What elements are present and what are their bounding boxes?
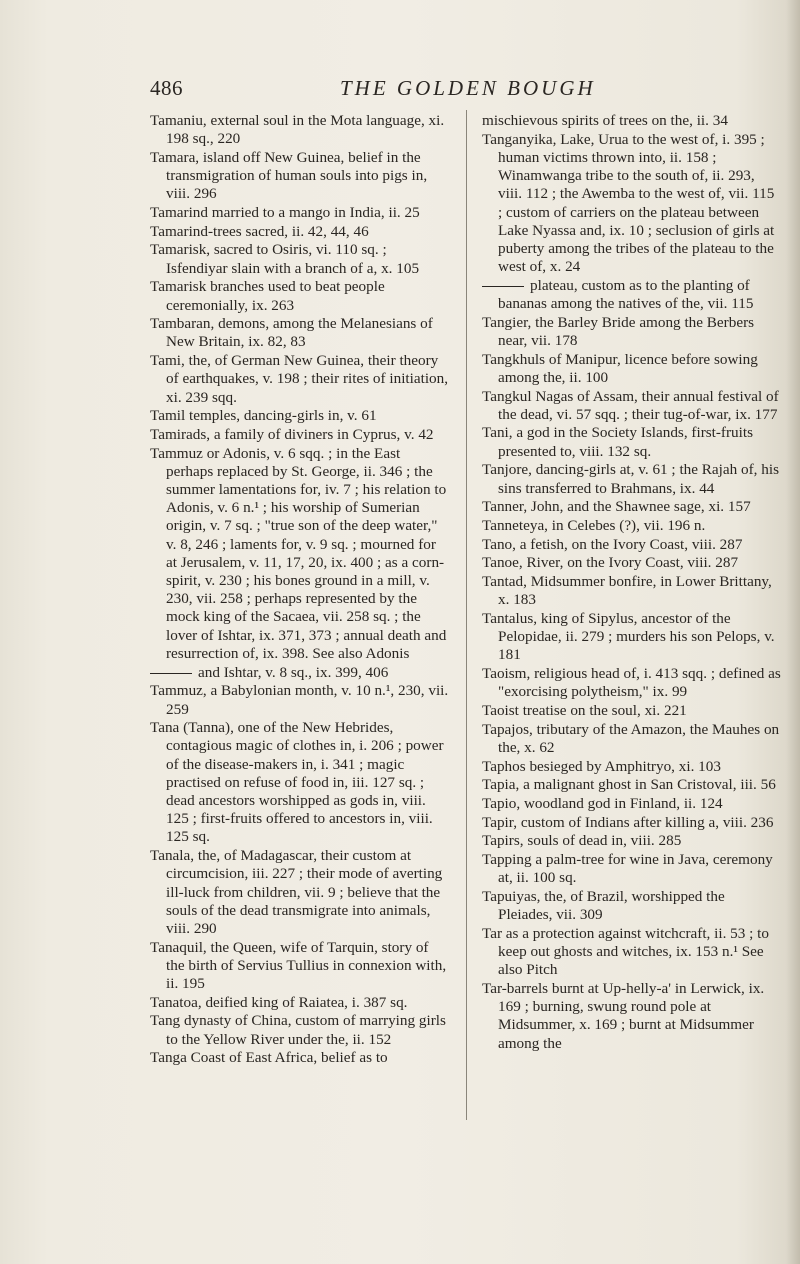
index-entry-text: Tapia, a malignant ghost in San Cristoval, iii. 56	[482, 776, 776, 794]
index-entry	[150, 1049, 450, 1067]
index-entry	[150, 407, 450, 425]
index-column-right	[482, 112, 782, 1053]
index-entry	[482, 665, 782, 701]
index-entry	[482, 112, 782, 130]
index-entry	[150, 278, 450, 314]
index-entry-text: Tangkul Nagas of Assam, their annual festival of the dead, vi. 57 sqq. ; their tug-of-war, ix. 177	[482, 387, 779, 423]
index-entry-text: Tamarind-trees sacred, ii. 42, 44, 46	[150, 222, 369, 240]
column-divider	[466, 110, 467, 1120]
index-entry-text: Tanala, the, of Madagascar, their custom at circumcision, iii. 227 ; their mode of averting ill-luck from children, vii. 9 ; believe that the souls of the dead transmigrate into animals, viii. 290	[150, 847, 443, 937]
index-entry	[150, 149, 450, 204]
index-entry-text: Tanner, John, and the Shawnee sage, xi. 157	[482, 498, 751, 516]
index-entry	[150, 682, 450, 718]
index-entry-text: Tapping a palm-tree for wine in Java, ceremony at, ii. 100 sq.	[482, 851, 773, 887]
index-entry-text: Tamaniu, external soul in the Mota language, xi. 198 sq., 220	[150, 112, 445, 148]
index-entry	[150, 426, 450, 444]
index-entry	[150, 223, 450, 241]
index-entry-text: Tani, a god in the Society Islands, first-fruits presented to, viii. 132 sq.	[482, 424, 753, 460]
index-entry	[482, 702, 782, 720]
index-entry-text: plateau, custom as to the planting of bananas among the natives of the, vii. 115	[498, 276, 754, 313]
index-entry	[482, 851, 782, 887]
index-entry	[150, 847, 450, 938]
index-entry-text: Tamil temples, dancing-girls in, v. 61	[150, 407, 377, 425]
index-entry	[482, 980, 782, 1053]
index-entry-text: Tammuz or Adonis, v. 6 sqq. ; in the East perhaps replaced by St. George, ii. 346 ; the summer lamentations for, iv. 7 ; his relation to Adonis, v. 6 n.¹ ; his worship of Sumerian origin, v. 7 sq. ; "true son of the deep water," v. 8, 246 ; laments for, v. 9 sq. ; mourned for at Jerusalem, v. 11, 17, 20, ix. 400 ; as a corn-spirit, v. 230 ; his bones ground in a mill, v. 230, vii. 258 ; perhaps represented by the mock king of the Sacaea, vii. 258 sq. ; the lover of Ishtar, ix. 371, 373 ; annual death and resurrection of, ix. 398. See also Adonis	[150, 444, 447, 662]
index-entry-text: mischievous spirits of trees on the, ii. 34	[482, 112, 728, 129]
index-entry-text: Tanatoa, deified king of Raiatea, i. 387 sq.	[150, 993, 408, 1011]
index-entry	[482, 832, 782, 850]
index-entry	[150, 939, 450, 994]
index-entry-text: Tamarisk, sacred to Osiris, vi. 110 sq. ; Isfendiyar slain with a branch of a, x. 105	[150, 241, 420, 277]
index-entry-text: Taphos besieged by Amphitryo, xi. 103	[482, 757, 721, 775]
page-number: 486	[150, 76, 183, 100]
index-entry-text: Tantad, Midsummer bonfire, in Lower Brittany, x. 183	[482, 573, 772, 609]
index-entry	[482, 498, 782, 516]
index-entry-text: Tamarisk branches used to beat people ceremonially, ix. 263	[150, 278, 385, 314]
index-entry-text: Tapirs, souls of dead in, viii. 285	[482, 832, 682, 850]
index-entry	[482, 573, 782, 609]
page-edge-shadow	[786, 0, 800, 1264]
index-entry	[482, 277, 782, 313]
page-header	[150, 76, 690, 104]
index-entry-text: Tamara, island off New Guinea, belief in the transmigration of human souls into pigs in, viii. 296	[150, 148, 428, 203]
index-entry-text: Tamirads, a family of diviners in Cyprus, v. 42	[150, 425, 434, 443]
index-entry-text: Tantalus, king of Sipylus, ancestor of the Pelopidae, ii. 279 ; murders his son Pelops, v. 181	[482, 609, 775, 664]
index-entry	[150, 315, 450, 351]
index-entry	[482, 925, 782, 980]
index-entry	[150, 352, 450, 407]
index-entry-text: Tambaran, demons, among the Melanesians of New Britain, ix. 82, 83	[150, 315, 433, 351]
index-entry-text: Tanneteya, in Celebes (?), vii. 196 n.	[482, 516, 706, 534]
index-entry-text: Tana (Tanna), one of the New Hebrides, contagious magic of clothes in, i. 206 ; power of the disease-makers in, i. 341 ; magic practised on refuse of food in, iii. 127 sq. ; dead ancestors worshipped as gods in, viii. 125 ; first-fruits offered to ancestors in, viii. 125 sq.	[150, 719, 444, 846]
index-entry-text: Taoist treatise on the soul, xi. 221	[482, 702, 687, 719]
index-entry-text: Tapajos, tributary of the Amazon, the Mauhes on the, x. 62	[482, 720, 780, 756]
index-entry	[150, 445, 450, 663]
index-entry	[482, 461, 782, 497]
index-entry-text: Tang dynasty of China, custom of marrying girls to the Yellow River under the, ii. 152	[150, 1012, 446, 1048]
index-entry-text: Tamarind married to a mango in India, ii. 25	[150, 204, 420, 222]
index-entry-text: Tanga Coast of East Africa, belief as to	[150, 1049, 388, 1067]
index-entry	[482, 314, 782, 350]
index-entry	[482, 351, 782, 387]
index-entry	[482, 721, 782, 757]
index-entry-text: Tapir, custom of Indians after killing a, viii. 236	[482, 813, 774, 831]
index-entry	[482, 610, 782, 665]
index-entry	[482, 536, 782, 554]
index-entry-text: Tanjore, dancing-girls at, v. 61 ; the Rajah of, his sins transferred to Brahmans, ix. 44	[482, 461, 779, 497]
index-entry-text: Taoism, religious head of, i. 413 sqq. ; defined as "exorcising polytheism," ix. 99	[482, 665, 781, 701]
index-entry	[150, 664, 450, 682]
index-entry	[482, 888, 782, 924]
index-entry	[482, 776, 782, 794]
index-entry	[150, 994, 450, 1012]
index-entry-text: Tammuz, a Babylonian month, v. 10 n.¹, 230, vii. 259	[150, 682, 449, 718]
index-entry-text: Tangkhuls of Manipur, licence before sowing among the, ii. 100	[482, 350, 758, 386]
index-entry-text: Tano, a fetish, on the Ivory Coast, viii. 287	[482, 535, 743, 553]
index-entry-text: Tangier, the Barley Bride among the Berbers near, vii. 178	[482, 313, 755, 349]
index-entry	[482, 795, 782, 813]
index-entry	[150, 719, 450, 846]
index-entry	[150, 241, 450, 277]
ditto-dash	[482, 286, 524, 287]
index-entry-text: Tami, the, of German New Guinea, their theory of earthquakes, v. 198 ; their rites of initiation, xi. 239 sqq.	[150, 352, 449, 406]
index-entry	[150, 112, 450, 148]
index-entry	[150, 1012, 450, 1048]
index-entry	[482, 424, 782, 460]
index-entry	[482, 814, 782, 832]
index-entry	[482, 131, 782, 277]
index-entry-text: Tapio, woodland god in Finland, ii. 124	[482, 795, 723, 813]
index-entry	[482, 758, 782, 776]
index-entry-text: Tanaquil, the Queen, wife of Tarquin, story of the birth of Servius Tullius in connexion with, ii. 195	[150, 938, 447, 993]
index-entry-text: Tar-barrels burnt at Up-helly-a' in Lerwick, ix. 169 ; burning, swung round pole at Midsummer, x. 169 ; burnt at Midsummer among the	[482, 980, 765, 1052]
index-entry	[150, 204, 450, 222]
running-title: THE GOLDEN BOUGH	[340, 76, 596, 100]
ditto-dash	[150, 673, 192, 674]
index-entry	[482, 554, 782, 572]
index-entry-text: Tanoe, River, on the Ivory Coast, viii. 287	[482, 554, 739, 572]
index-entry	[482, 517, 782, 535]
index-entry-text: and Ishtar, v. 8 sq., ix. 399, 406	[198, 663, 389, 681]
index-entry-text: Tanganyika, Lake, Urua to the west of, i. 395 ; human victims thrown into, ii. 158 ; Winamwanga tribe to the south of, ii. 293, viii. 112 ; the Awemba to the west of, vii. 115 ; custom of carriers on the plateau between Lake Nyassa and, ix. 10 ; seclusion of girls at puberty among the tribes of the plateau to the west of, x. 24	[482, 130, 775, 276]
index-entry-text: Tar as a protection against witchcraft, ii. 53 ; to keep out ghosts and witches, ix. 153 n.¹ See also Pitch	[482, 924, 769, 979]
index-column-left	[150, 112, 450, 1068]
index-entry	[482, 388, 782, 424]
index-entry-text: Tapuiyas, the, of Brazil, worshipped the Pleiades, vii. 309	[482, 888, 725, 924]
